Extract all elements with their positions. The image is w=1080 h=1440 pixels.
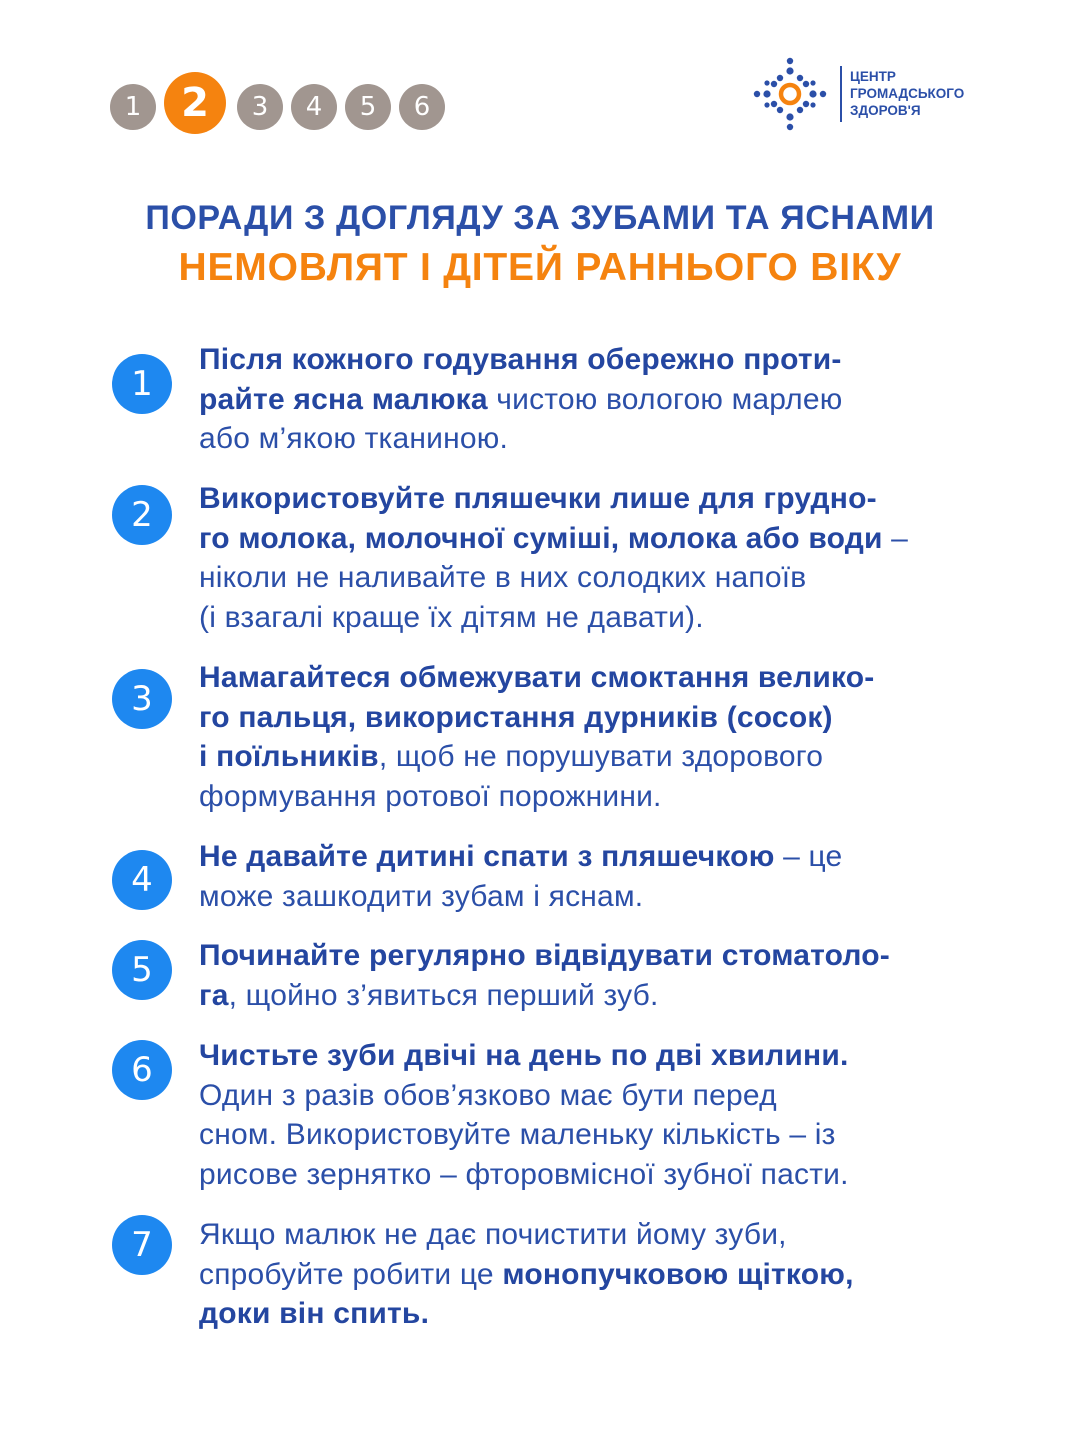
tip-text-segment: рисове зернятко – фторовмісної зубної пасти. <box>199 1157 849 1191</box>
page-title <box>0 196 1080 294</box>
tip-number-badge: 5 <box>112 940 172 1000</box>
tip-bold-segment: і поїльників <box>199 740 379 773</box>
tip-line <box>199 1215 974 1255</box>
tip-text <box>199 1215 974 1334</box>
logo-line-1: ЦЕНТР <box>850 69 896 84</box>
tip-text-segment: спробуйте робити це <box>199 1257 503 1291</box>
tip-line <box>199 658 974 698</box>
tip-text-segment: або м’якою тканиною. <box>199 422 509 455</box>
title-line-2: НЕМОВЛЯТ І ДІТЕЙ РАННЬОГО ВІКУ <box>178 246 902 289</box>
tip-line <box>199 777 974 817</box>
tip-number-badge: 1 <box>112 354 172 414</box>
tip-line <box>199 479 974 519</box>
tip-text-segment: Один з разів обов’язково має бути перед <box>199 1078 777 1112</box>
tip-number-badge: 6 <box>112 1040 172 1100</box>
page-4-button[interactable]: 4 <box>291 84 337 130</box>
title-line-1: ПОРАДИ З ДОГЛЯДУ ЗА ЗУБАМИ ТА ЯСНАМИ <box>145 199 935 237</box>
logo-line-2: ГРОМАДСЬКОГО <box>850 86 965 101</box>
tip-text-segment: формування ротової порожнини. <box>199 779 662 813</box>
tip-line <box>199 1255 974 1295</box>
tip-line <box>199 698 974 738</box>
tip-bold-segment: Намагайтеся обмежувати смоктання велико- <box>199 661 875 694</box>
tip-text <box>199 479 974 637</box>
tip-text <box>199 658 974 816</box>
tip-text-segment: , щоб не порушувати здорового <box>378 740 824 773</box>
logo-dots-icon <box>752 56 828 132</box>
tip-text <box>199 340 974 459</box>
page-1-button[interactable]: 1 <box>110 84 156 130</box>
tip-line <box>199 519 974 559</box>
tip-text <box>199 1036 974 1194</box>
tip-text <box>199 936 974 1015</box>
tip-line <box>199 737 974 777</box>
tip-text-segment: може зашкодити зубам і яснам. <box>199 879 644 913</box>
tip-number-badge: 7 <box>112 1215 172 1275</box>
tip-bold-segment: Використовуйте пляшечки лише для грудно- <box>199 482 877 515</box>
tip-line <box>199 976 974 1016</box>
tip-bold-segment: доки він спить. <box>199 1297 430 1330</box>
tip-text-segment: – <box>882 521 909 555</box>
tip-number-badge: 4 <box>112 850 172 910</box>
public-health-center-logo <box>752 56 992 132</box>
tip-number-badge: 3 <box>112 669 172 729</box>
tip-line <box>199 419 974 459</box>
tip-number-badge: 2 <box>112 485 172 545</box>
page-3-button[interactable]: 3 <box>237 84 283 130</box>
tip-line <box>199 1076 974 1116</box>
tip-text-segment: ніколи не наливайте в них солодких напоїв <box>199 561 807 594</box>
tip-line <box>199 837 974 877</box>
tip-text <box>199 837 974 916</box>
tip-text-segment: чистою вологою марлею <box>487 382 843 416</box>
logo-divider <box>840 66 842 122</box>
tip-line <box>199 1036 974 1076</box>
tip-line <box>199 1294 974 1334</box>
tip-bold-segment: га <box>199 978 229 1012</box>
tip-bold-segment: го молока, молочної суміші, молока або води <box>199 521 883 555</box>
logo-line-3: ЗДОРОВ'Я <box>850 103 921 118</box>
tip-bold-segment: го пальця, використання дурників (сосок) <box>199 700 833 734</box>
tip-bold-segment: монопучковою щіткою, <box>502 1257 854 1291</box>
logo-text <box>850 68 964 119</box>
tip-text-segment: сном. Використовуйте маленьку кількість – із <box>199 1118 836 1151</box>
page-indicator <box>110 72 470 142</box>
page-5-button[interactable]: 5 <box>345 84 391 130</box>
page-2-button[interactable]: 2 <box>164 72 226 134</box>
tip-line <box>199 380 974 420</box>
tip-line <box>199 1155 974 1195</box>
tip-text-segment: – це <box>774 840 843 873</box>
tip-bold-segment: Чистьте зуби двічі на день по дві хвилини. <box>199 1039 849 1072</box>
tip-text-segment: Якщо малюк не дає почистити йому зуби, <box>199 1218 787 1251</box>
tip-line <box>199 558 974 598</box>
tip-bold-segment: Починайте регулярно відвідувати стоматоло- <box>199 939 890 972</box>
tip-line <box>199 1115 974 1155</box>
tip-line <box>199 936 974 976</box>
tip-bold-segment: Після кожного годування обережно проти- <box>199 343 842 376</box>
tip-text-segment: (і взагалі краще їх дітям не давати). <box>199 600 704 634</box>
tip-line <box>199 598 974 638</box>
tip-bold-segment: Не давайте дитині спати з пляшечкою <box>199 840 775 873</box>
tip-text-segment: , щойно з’явиться перший зуб. <box>228 978 659 1012</box>
page-6-button[interactable]: 6 <box>399 84 445 130</box>
tip-line <box>199 340 974 380</box>
tip-line <box>199 877 974 917</box>
tip-bold-segment: райте ясна малюка <box>199 382 488 416</box>
